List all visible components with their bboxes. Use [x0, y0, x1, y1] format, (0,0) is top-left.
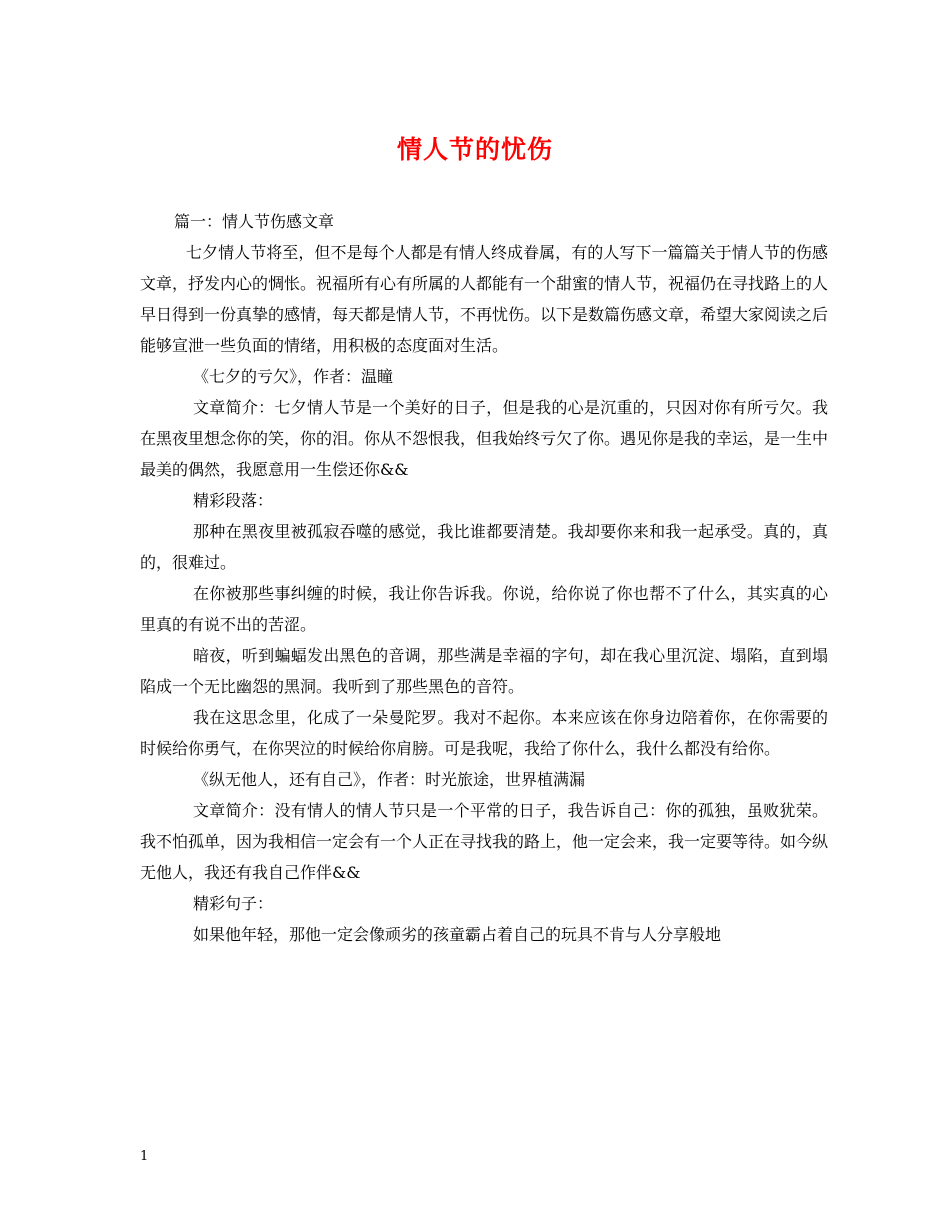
intro-paragraph: 七夕情人节将至，但不是每个人都是有情人终成眷属，有的人写下一篇篇关于情人节的伤感文章，抒发内心的惆怅。祝福所有心有所属的人都能有一个甜蜜的情人节，祝福仍在寻找路上的人早日得到一份真挚的感情，每天都是情人节，不再忧伤。以下是数篇伤感文章，希望大家阅读之后能够宣泄一些负面的情绪，用积极的态度面对生活。 — [140, 243, 829, 355]
page-number: 1 — [140, 1149, 149, 1164]
document-title: 情人节的忧伤 — [396, 135, 553, 164]
article-summary-1: 文章简介：七夕情人节是一个美好的日子，但是我的心是沉重的，只因对你有所亏欠。我在黑夜里想念你的笑，你的泪。你从不怨恨我，但我始终亏欠了你。遇见你是我的幸运，是一生中最美的偶然，我愿意用一生偿还你&& — [140, 398, 829, 479]
excerpt-paragraph: 那种在黑夜里被孤寂吞噬的感觉，我比谁都要清楚。我却要你来和我一起承受。真的，真的，很难过。 — [140, 522, 828, 572]
excerpt-label-1: 精彩段落： — [193, 491, 274, 510]
article-summary-2: 文章简介：没有情人的情人节只是一个平常的日子，我告诉自己：你的孤独，虽败犹荣。我不怕孤单，因为我相信一定会有一个人正在寻找我的路上，他一定会来，我一定要等待。如今纵无他人，我还有我自己作伴&& — [140, 801, 829, 882]
document-body — [140, 206, 828, 950]
excerpt-paragraph: 暗夜，听到蝙蝠发出黑色的音调，那些满是幸福的字句，却在我心里沉淀、塌陷，直到塌陷成一个无比幽怨的黑洞。我听到了那些黑色的音符。 — [140, 646, 828, 696]
excerpt-paragraph: 如果他年轻，那他一定会像顽劣的孩童霸占着自己的玩具不肯与人分享般地 — [193, 925, 722, 944]
section-heading: 篇一：情人节伤感文章 — [174, 212, 335, 231]
article-title-2: 《纵无他人，还有自己》，作者：时光旅途，世界植满漏 — [193, 770, 586, 789]
article-title-1: 《七夕的亏欠》，作者：温瞳 — [193, 367, 394, 386]
excerpt-label-2: 精彩句子： — [193, 894, 274, 913]
excerpt-paragraph: 我在这思念里，化成了一朵曼陀罗。我对不起你。本来应该在你身边陪着你，在你需要的时候给你勇气，在你哭泣的时候给你肩膀。可是我呢，我给了你什么，我什么都没有给你。 — [140, 708, 828, 758]
excerpt-paragraph: 在你被那些事纠缠的时候，我让你告诉我。你说，给你说了你也帮不了什么，其实真的心里真的有说不出的苦涩。 — [140, 584, 828, 634]
